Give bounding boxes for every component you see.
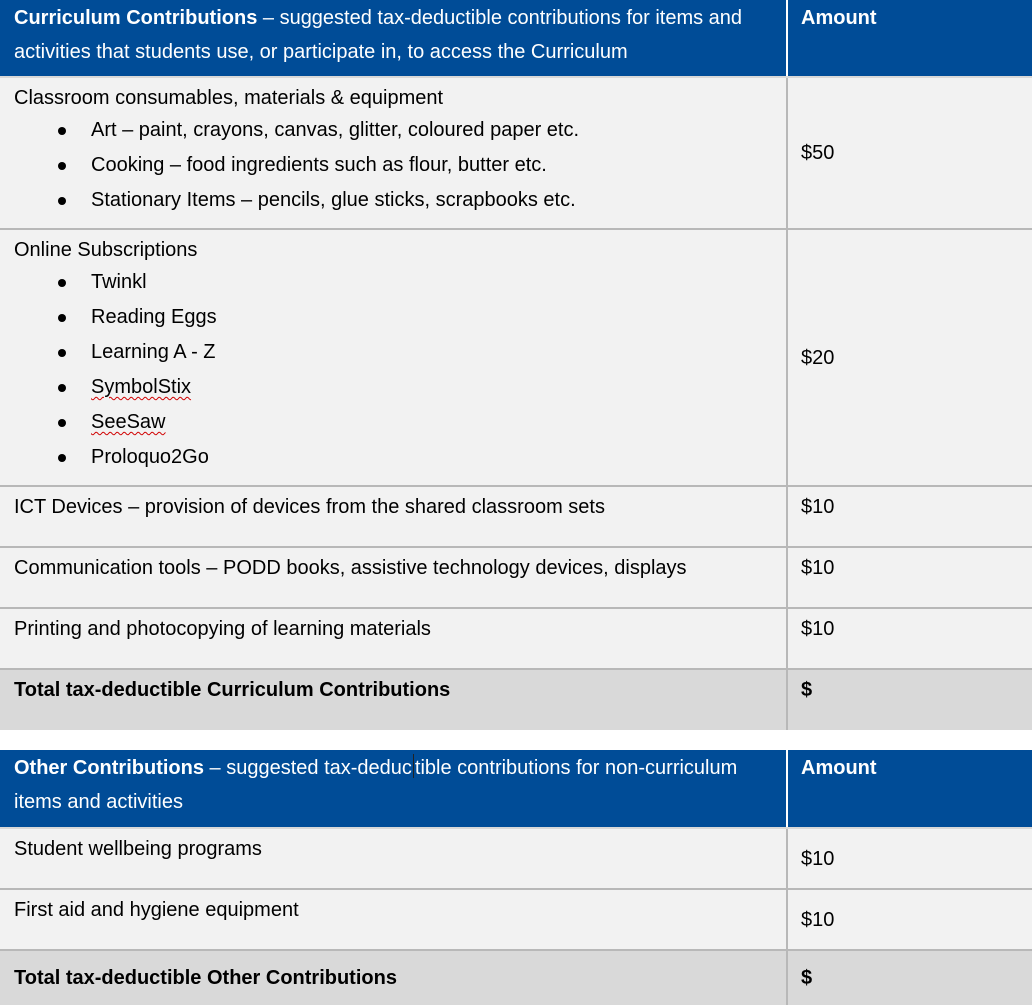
list-item: Cooking – food ingredients such as flour, butter etc.	[14, 148, 772, 183]
list-item: Stationary Items – pencils, glue sticks, scrapbooks etc.	[14, 183, 772, 218]
total-label: Total tax-deductible Curriculum Contributions	[0, 670, 788, 730]
row-description	[0, 78, 788, 228]
table-row	[0, 890, 1032, 951]
list-item: Twinkl	[14, 265, 772, 300]
list-item	[14, 405, 772, 440]
list-item: Proloquo2Go	[14, 440, 772, 475]
bullet-list	[14, 265, 772, 475]
row-label: Classroom consumables, materials & equipment	[14, 87, 444, 109]
total-label: Total tax-deductible Other Contributions	[0, 951, 788, 1005]
curriculum-header-row	[0, 0, 1032, 78]
row-label: First aid and hygiene equipment	[0, 890, 788, 949]
row-label: Online Subscriptions	[14, 239, 198, 261]
other-header-row	[0, 750, 1032, 829]
bullet-list	[14, 113, 772, 218]
curriculum-header-title	[0, 0, 788, 76]
row-label: ICT Devices – provision of devices from the shared classroom sets	[0, 487, 788, 546]
row-label: Printing and photocopying of learning materials	[0, 609, 788, 668]
row-amount: $10	[801, 496, 835, 518]
list-item: Reading Eggs	[14, 300, 772, 335]
row-amount-cell	[788, 78, 1032, 228]
list-item: Learning A - Z	[14, 335, 772, 370]
other-header-title-bold: Other Contributions	[14, 757, 204, 779]
row-amount-cell	[788, 230, 1032, 485]
row-amount: $10	[801, 618, 835, 640]
curriculum-total-row	[0, 670, 1032, 730]
row-amount: $50	[801, 142, 835, 164]
spellcheck-flagged-word[interactable]: SeeSaw	[91, 411, 166, 433]
table-row	[0, 829, 1032, 890]
row-label: Communication tools – PODD books, assistive technology devices, displays	[0, 548, 788, 607]
other-header-title-rest-b: tible contributions for non-curriculum items and activities	[14, 757, 738, 813]
total-amount: $	[801, 967, 813, 989]
row-amount: $10	[801, 847, 835, 870]
list-item	[14, 370, 772, 405]
table-row	[0, 487, 1032, 548]
other-header-amount: Amount	[801, 757, 877, 779]
table-row	[0, 78, 1032, 230]
curriculum-header-amount: Amount	[801, 7, 877, 29]
table-row	[0, 609, 1032, 670]
row-amount: $10	[801, 908, 835, 931]
curriculum-header-title-bold: Curriculum Contributions	[14, 7, 258, 29]
table-row	[0, 548, 1032, 609]
other-contributions-table	[0, 750, 1032, 1005]
row-label: Student wellbeing programs	[0, 829, 788, 888]
other-header-title-rest-a: – suggested tax-deduc	[203, 757, 412, 779]
row-description	[0, 230, 788, 485]
total-amount: $	[801, 679, 813, 701]
row-amount: $20	[801, 346, 835, 369]
table-row	[0, 230, 1032, 487]
spellcheck-flagged-word[interactable]: SymbolStix	[91, 376, 192, 398]
row-amount: $10	[801, 557, 835, 579]
list-item: Art – paint, crayons, canvas, glitter, coloured paper etc.	[14, 113, 772, 148]
other-header-title[interactable]	[0, 750, 788, 827]
other-total-row	[0, 951, 1032, 1005]
curriculum-header-title-rest: – suggested tax-deductible contributions for items and activities that students use, or participate in, to access the Curriculum	[14, 7, 743, 63]
text-cursor	[413, 754, 414, 778]
